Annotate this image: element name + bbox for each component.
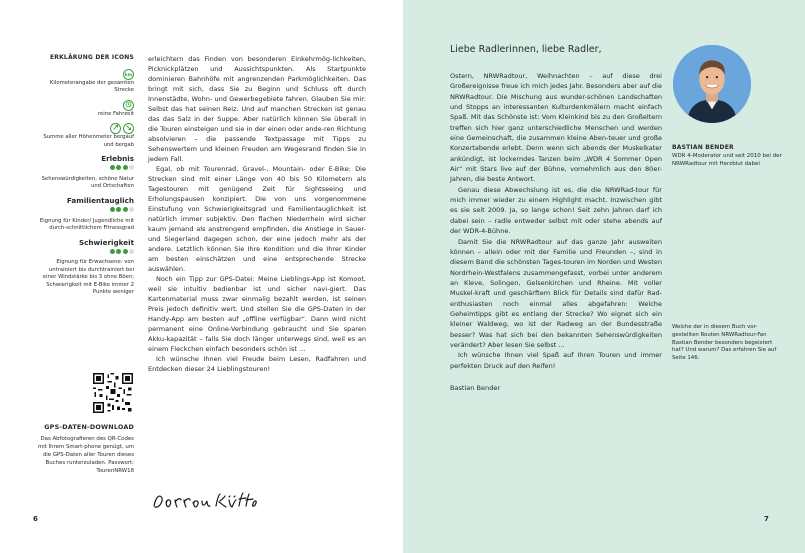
clock-icon — [123, 100, 134, 111]
paragraph: Ich wünsche Ihnen viel Spaß auf Ihren Touren und immer perfekten Druck auf den Reifen! — [450, 351, 662, 370]
gps-title: GPS-DATEN-DOWNLOAD — [44, 423, 134, 431]
right-page — [403, 0, 805, 553]
rating-dot — [110, 165, 115, 170]
paragraph: Damit Sie die NRWRadtour auf das ganze Jahr ausweiten können – allein oder mit der Familie und Freunden –, sind in diesem Band die schönsten Tages-touren im Norden und Westen Nordrhein-Westfalens zusammengefasst, vorbei unter anderem an Kleve, Solingen, Gelsenkirchen und Rheine. Mit voller Muskel-kraft und geschärftem Blick für Details sind dafür Rad-enthusiasten noch einmal alles abgefahren: Welche Geheimtipps gibt es entlang der Strecke? Wo eignet sich ein kleiner Waldweg, wo ist der Radweg an der Bundesstraße besser? Was hat sich bei den bekannten Sehenswürdigkeiten verändert? Aber lesen Sie selbst … — [450, 237, 662, 349]
legend-time-text: reine Fahrzeit — [97, 110, 134, 117]
family-text: Eignung für Kinder/ Jugendliche mit durch-schnittlichem Fitnessgrad — [39, 217, 134, 232]
difficulty-text: Eignung für Erwachsene: von untrainiert bis durchtrainiert bei einer Windstärke bis 3 ohne Böen; Schwierigkeit mit E-Bike immer 2 Punkte weniger — [42, 259, 134, 296]
author-portrait — [673, 45, 751, 123]
rating-dot — [110, 249, 115, 254]
page-number: 7 — [764, 515, 769, 523]
rating-dot — [129, 249, 134, 254]
legend-elevation — [38, 123, 134, 149]
legend-experience — [38, 154, 134, 191]
difficulty-heading: Schwierigkeit — [78, 237, 134, 247]
gps-text: Das Abfotografieren des QR-Codes mit Ihrem Smart-phone genügt, um die GPS-Daten aller Touren dieses Buches runterzuladen. Passwort: TourenNRW18 — [38, 435, 134, 475]
legend-title: ERKLÄRUNG DER ICONS — [49, 54, 134, 61]
left-body-text — [148, 54, 366, 375]
family-heading: Familientauglich — [66, 195, 134, 205]
icon-legend — [38, 54, 134, 302]
legend-distance — [38, 69, 134, 95]
legend-elevation-text: Summe aller Höhenmeter bergauf und bergab — [43, 134, 134, 148]
side-note: Welche der in diesem Buch vor-gestellten Routen NRWRadtour-Fan Bastian Bender besonders begeistert hat? Und warum? Das erfahren Sie auf Seite 146. — [672, 324, 777, 362]
paragraph: Genau diese Abwechslung ist es, die die NRWRad-tour für mich immer wieder zu einem Highlight macht. Inzwischen gibt es sie seit 2009. Ja, so lange schon! Seit zehn Jahren darf ich dabei sein – radle entweder selbst mit oder stehe abends auf der WDR-4-Bühne. — [450, 185, 662, 236]
legend-difficulty — [38, 238, 134, 297]
author-bio — [672, 144, 782, 169]
paragraph: Egal, ob mit Tourenrad, Gravel-, Mountain- oder E-Bike: Die Strecken sind mit einer Länge von 40 bis 50 Kilometern als Tagestouren mit genügend Zeit für Sightseeing und Erholungspausen konzipiert. Die von uns vorgenommene Einstufung von Schwierigkeitsgrad und Familientauglichkeit ist natürlich immer subjektiv. Den flachen Niederrhein wird sicher kaum jemand als anstrengend empfinden, die Anstiege in Sauer- und Siegerland dagegen schon, der eine jedoch mehr als der andere. Letztlich können Sie Ihre Kondition und die Ihrer Kinder am besten einschätzen und eine entsprechende Strecke auswählen. — [148, 165, 366, 274]
gps-download-info — [30, 423, 134, 475]
author-bio-text: WDR 4-Moderator und seit 2010 bei der NRWRadtour mit Herzblut dabei — [672, 152, 782, 167]
difficulty-rating — [38, 249, 134, 258]
rating-dot — [123, 165, 128, 170]
paragraph: erleichtern das Finden von besonderen Einkehrmög-lichkeiten, Picknickplätzen und Aussichtspunkten. Als Startpunkte dominieren Bahnhöfe mit angrenzenden Parkmöglichkeiten. Das bringt mit sich, dass Sie zu Beginn und Schluss oft durch Innenstädte, Wohn- und Gewerbegebiete fahren. Glauben Sie mir: Selbst das hat seinen Reiz. Und auf manchen Strecken ist genau das das Salz in der Suppe. Aber natürlich können Sie überall in die Touren einsteigen und sie in der einen oder ande-ren Richtung absolvieren – die passende Textpassage mit Tipps zu Sehenswertem und kleinen Freuden am Wegesrand finden Sie in jedem Fall. — [148, 55, 366, 164]
rating-dot — [129, 207, 134, 212]
uphill-icon — [110, 123, 121, 134]
handwritten-signature — [150, 488, 260, 514]
closing-name: Bastian Bender — [450, 383, 501, 392]
experience-rating — [38, 165, 134, 174]
legend-time — [38, 100, 134, 119]
rating-dot — [129, 165, 134, 170]
greeting-heading: Liebe Radlerinnen, liebe Radler, — [450, 44, 602, 55]
downhill-icon — [123, 123, 134, 134]
experience-text: Sehenswürdigkeiten, schöne Natur und Ortschaften — [41, 175, 134, 190]
author-name: BASTIAN BENDER — [672, 144, 734, 151]
rating-dot — [116, 207, 121, 212]
page-number: 6 — [33, 515, 38, 523]
experience-heading: Erlebnis — [101, 154, 134, 164]
paragraph: Noch ein Tipp zur GPS-Datei: Meine Lieblings-App ist Komoot, weil sie intuitiv bedienbar ist und sicher navi-giert. Das Kartenmaterial muss zwar einmalig bezahlt werden, ist seinen Preis jedoch definitiv wert. Und stellen Sie die GPS-Daten in der Handy-App am besten auf „offline verfügbar“. Dann wird nicht permanent eine Online-Verbindung gebraucht und Sie sparen Akku-kapazität – falls Sie doch länger unterwegs sind, weil es an einem Fleckchen einfach besonders schön ist … — [148, 275, 366, 354]
legend-distance-text: Kilometerangabe der gesamten Strecke — [49, 79, 134, 94]
right-body-text — [450, 71, 662, 393]
rating-dot — [110, 207, 115, 212]
paragraph: Ich wünsche Ihnen viel Freude beim Lesen, Radfahren und Entdecken dieser 24 Lieblingstouren! — [148, 355, 366, 374]
rating-dot — [123, 207, 128, 212]
qr-code[interactable] — [93, 373, 133, 413]
rating-dot — [116, 249, 121, 254]
rating-dot — [123, 249, 128, 254]
rating-dot — [116, 165, 121, 170]
legend-family — [38, 196, 134, 233]
km-icon: km — [123, 69, 134, 80]
family-rating — [38, 207, 134, 216]
paragraph: Ostern, NRWRadtour, Weihnachten – auf diese drei Großereignisse freue ich mich jedes Jahr. Besonders aber auf die NRWRadtour. Die Mischung aus wunder-schönen Landschaften und Stopps an interessanten Kulturdenkmälern macht einfach Spaß. Mit das Schönste ist: Vom Kleinkind bis zu den Großeltern treffen sich hier ganz unterschiedliche Menschen und werden eine Gemeinschaft, die zusammen kleine Aben-teuer und große Konzertabende erlebt. Denn wenn sich abends der Muskelkater ankündigt, ist lockerndes Tanzen beim „WDR 4 Sommer Open Air“ mit Stars live auf der Bühne, vornehmlich aus den 80er-Jahren, die beste Antwort. — [450, 72, 662, 184]
